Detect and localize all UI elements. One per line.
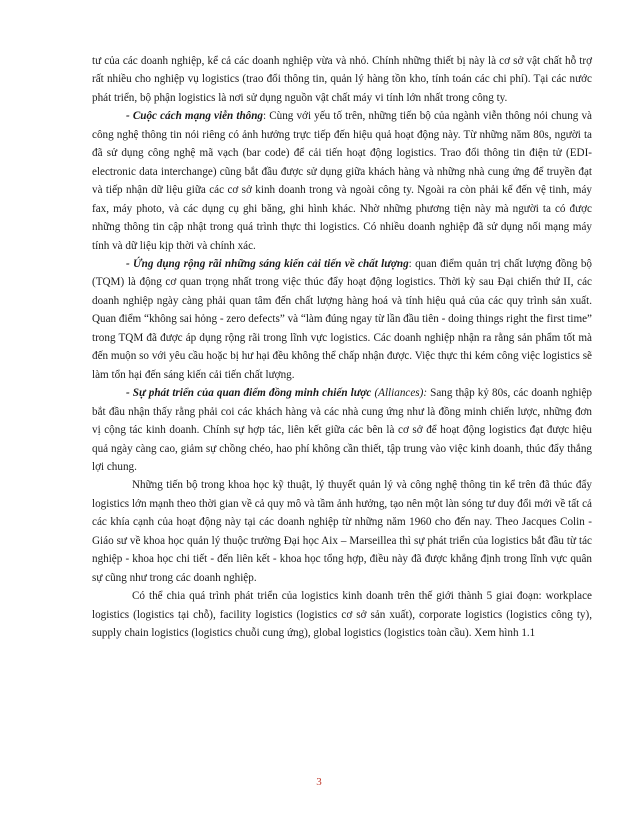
paragraph-telecom-revolution [92,107,592,255]
paragraph-quality-initiatives [92,255,592,384]
paragraph-development-stages: Có thể chia quá trình phát triển của logistics kinh doanh trên thế giới thành 5 giai đoạn: workplace logistics (logistics tại chỗ), facility logistics (logistics cơ sở sản xuất), corporate logistics (logistics công ty), supply chain logistics (logistics chuỗi cung ứng), global logistics (logistics toàn cầu). Xem hình 1.1 [92,590,592,640]
section-heading-telecom: - Cuộc cách mạng viễn thông [126,110,263,123]
paragraph-continuation: tư của các doanh nghiệp, kể cả các doanh nghiệp vừa và nhỏ. Chính những thiết bị này là cơ sở vật chất hỗ trợ rất nhiều cho nghiệp vụ logistics (trao đổi thông tin, quản lý hàng tồn kho, tính toán các chi phí). Tại các nước phát triển, bộ phận logistics là nơi sử dụng nguồn vật chất máy vi tính lớn nhất trong công ty. [92,55,592,104]
page-number: 3 [316,776,322,788]
paragraph-progress-summary: Những tiến bộ trong khoa học kỹ thuật, lý thuyết quản lý và công nghệ thông tin kể trên đã thúc đẩy logistics lớn mạnh theo thời gian về cả quy mô và tầm ảnh hưởng, tạo nên một làn sóng tư duy đổi mới về tất cả các khía cạnh của hoạt động này tại các doanh nghiệp từ những năm 1960 cho đến nay. Theo Jacques Colin - Giáo sư về khoa học quản lý thuộc trường Đại học Aix – Marseillea thì sự phát triển của logistics bắt đầu từ tác nghiệp - khoa học chi tiết - đến liên kết - khoa học tổng hợp, điều này đã được khẳng định trong lĩnh vực quân sự cũng như trong các doanh nghiệp. [92,479,592,584]
section-heading-quality: - Ứng dụng rộng rãi những sáng kiến cải tiến về chất lượng [126,257,409,270]
page-body [92,52,592,643]
paragraph-text: : Cùng với yếu tố trên, những tiến bộ của ngành viễn thông nói chung và công nghệ thông tin nói riêng có ảnh hưởng trực tiếp đến hiệu quả hoạt động này. Từ những năm 80s, người ta đã sử dụng công nghệ mã vạch (bar code) để cải tiến hoạt động logistics. Trao đổi thông tin điện tử (EDI- electronic data interchange) cũng bắt đầu được sử dụng giữa khách hàng và những nhà cung ứng để truyền đạt và tiếp nhận dữ liệu giữa các cơ sở kinh doanh trong và ngoài công ty. Ngoài ra còn phải kể đến vệ tinh, máy fax, máy photo, và các dụng cụ ghi băng, ghi hình khác. Nhờ những phương tiện này mà người ta có được những thông tin cập nhật trong quá trình thực thi logistics. Có nhiều doanh nghiệp đã sử dụng nối mạng máy tính và dữ liệu kịp thời và chính xác. [92,110,592,252]
section-heading-alliances-term: (Alliances): [371,387,428,400]
paragraph-strategic-alliances [92,384,592,476]
paragraph-text: : quan điểm quản trị chất lượng đồng bộ (TQM) là động cơ quan trọng nhất trong việc thúc đẩy hoạt động logistics. Thời kỳ sau Đại chiến thứ II, các doanh nghiệp ngày càng phải quan tâm đến chất lượng hàng hoá và tính hiệu quả của các quy trình sản xuất. Quan điểm “không sai hỏng - zero defects” và “làm đúng ngay từ lần đầu tiên - doing things right the first time” trong TQM đã được áp dụng rộng rãi trong lĩnh vực logistics. Các doanh nghiệp nhận ra rằng sản phẩm tốt mà đến muộn so với yêu cầu hoặc bị hư hại đều không thể chấp nhận được. Việc thực thi kém công việc logistics sẽ làm tổn hại đến sáng kiến cải tiến chất lượng. [92,257,592,381]
section-heading-alliances: - Sự phát triển của quan điểm đồng minh chiến lược [126,387,372,400]
paragraph-text: Sang thập kỷ 80s, các doanh nghiệp bắt đầu nhận thấy rằng phải coi các khách hàng và các nhà cung ứng như là đồng minh chiến lược, những đơn vị cộng tác kinh doanh. Chính sự hợp tác, liên kết giữa các bên là cơ sở để hoạt động logistics đạt được hiệu quả ngày càng cao, giảm sự chồng chéo, hao phí không cần thiết, tập trung vào việc kinh doanh, thúc đẩy thắng lợi chung. [92,387,592,473]
